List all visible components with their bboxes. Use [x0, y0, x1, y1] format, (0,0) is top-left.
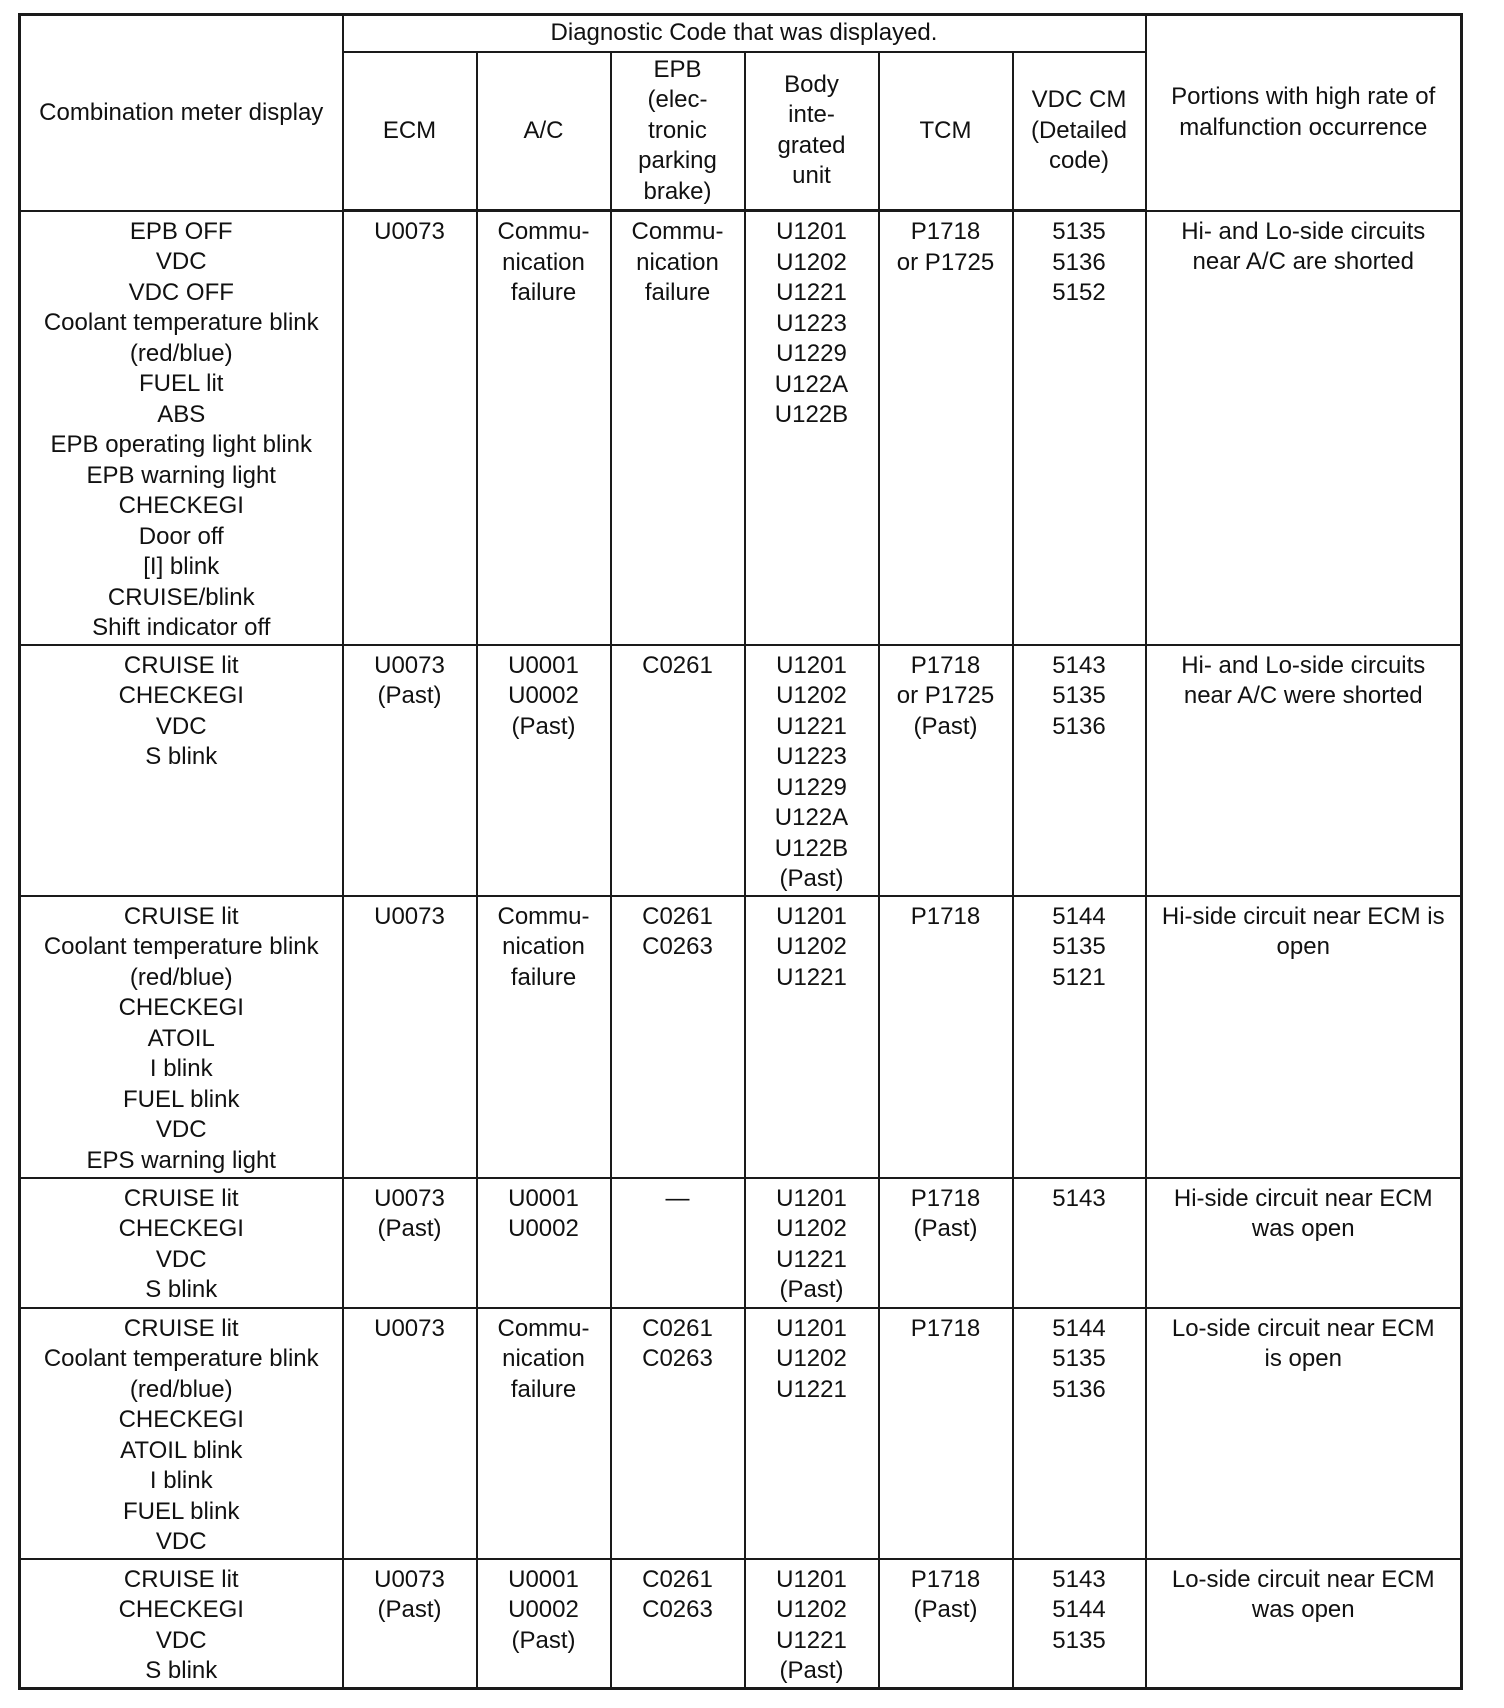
cell-body: U1201 U1202 U1221: [745, 896, 879, 1178]
cell-ecm: U0073 (Past): [343, 645, 477, 896]
cell-ecm: U0073: [343, 211, 477, 645]
cell-tcm: P1718 or P1725 (Past): [879, 645, 1013, 896]
cell-tcm: P1718: [879, 1308, 1013, 1559]
cell-body: U1201 U1202 U1221 (Past): [745, 1178, 879, 1308]
cell-body: U1201 U1202 U1221 U1223 U1229 U122A U122B (Past): [745, 645, 879, 896]
cell-tcm: P1718: [879, 896, 1013, 1178]
table-row: [20, 1178, 1462, 1308]
cell-ac: Commu- nication failure: [477, 1308, 611, 1559]
cell-tcm: P1718 or P1725: [879, 211, 1013, 645]
cell-display: CRUISE lit CHECKEGI VDC S blink: [20, 1559, 343, 1689]
cell-display: EPB OFF VDC VDC OFF Coolant temperature blink (red/blue) FUEL lit ABS EPB operating light blink EPB warning light CHECKEGI Door off [I] blink CRUISE/blink Shift indicator off: [20, 211, 343, 645]
header-ac: A/C: [477, 52, 611, 211]
cell-vdc: 5143 5135 5136: [1013, 645, 1146, 896]
cell-body: U1201 U1202 U1221: [745, 1308, 879, 1559]
cell-ecm: U0073: [343, 1308, 477, 1559]
table-row: [20, 1308, 1462, 1559]
cell-epb: C0261: [611, 645, 745, 896]
header-body: Body inte- grated unit: [745, 52, 879, 211]
table-row: [20, 211, 1462, 645]
cell-epb: C0261 C0263: [611, 1308, 745, 1559]
cell-portion: Hi- and Lo-side circuits near A/C are shorted: [1146, 211, 1462, 645]
cell-ac: Commu- nication failure: [477, 896, 611, 1178]
cell-vdc: 5135 5136 5152: [1013, 211, 1146, 645]
header-group-title: Diagnostic Code that was displayed.: [343, 15, 1146, 52]
header-ecm: ECM: [343, 52, 477, 211]
cell-display: CRUISE lit CHECKEGI VDC S blink: [20, 645, 343, 896]
cell-ac: U0001 U0002: [477, 1178, 611, 1308]
cell-portion: Lo-side circuit near ECM is open: [1146, 1308, 1462, 1559]
cell-tcm: P1718 (Past): [879, 1559, 1013, 1689]
table-row: [20, 645, 1462, 896]
cell-epb: C0261 C0263: [611, 1559, 745, 1689]
header-tcm: TCM: [879, 52, 1013, 211]
table-row: [20, 1559, 1462, 1689]
diagnostic-code-table: [18, 13, 1463, 1690]
cell-vdc: 5143 5144 5135: [1013, 1559, 1146, 1689]
cell-ecm: U0073 (Past): [343, 1178, 477, 1308]
table-body: [20, 211, 1462, 1689]
cell-display: CRUISE lit Coolant temperature blink (red/blue) CHECKEGI ATOIL blink I blink FUEL blink VDC: [20, 1308, 343, 1559]
cell-ac: Commu- nication failure: [477, 211, 611, 645]
cell-tcm: P1718 (Past): [879, 1178, 1013, 1308]
cell-ac: U0001 U0002 (Past): [477, 645, 611, 896]
cell-epb: —: [611, 1178, 745, 1308]
cell-body: U1201 U1202 U1221 (Past): [745, 1559, 879, 1689]
cell-vdc: 5143: [1013, 1178, 1146, 1308]
header-portion: Portions with high rate of malfunction occurrence: [1146, 15, 1462, 211]
cell-body: U1201 U1202 U1221 U1223 U1229 U122A U122B: [745, 211, 879, 645]
cell-portion: Lo-side circuit near ECM was open: [1146, 1559, 1462, 1689]
cell-vdc: 5144 5135 5121: [1013, 896, 1146, 1178]
cell-display: CRUISE lit CHECKEGI VDC S blink: [20, 1178, 343, 1308]
cell-portion: Hi-side circuit near ECM is open: [1146, 896, 1462, 1178]
cell-ecm: U0073: [343, 896, 477, 1178]
cell-display: CRUISE lit Coolant temperature blink (red/blue) CHECKEGI ATOIL I blink FUEL blink VDC EPS warning light: [20, 896, 343, 1178]
cell-ac: U0001 U0002 (Past): [477, 1559, 611, 1689]
table-row: [20, 896, 1462, 1178]
cell-portion: Hi- and Lo-side circuits near A/C were shorted: [1146, 645, 1462, 896]
header-epb: EPB (elec- tronic parking brake): [611, 52, 745, 211]
cell-vdc: 5144 5135 5136: [1013, 1308, 1146, 1559]
table-header: [20, 15, 1462, 211]
cell-ecm: U0073 (Past): [343, 1559, 477, 1689]
cell-epb: Commu- nication failure: [611, 211, 745, 645]
header-vdc: VDC CM (Detailed code): [1013, 52, 1146, 211]
cell-epb: C0261 C0263: [611, 896, 745, 1178]
header-display: Combination meter display: [20, 15, 343, 211]
cell-portion: Hi-side circuit near ECM was open: [1146, 1178, 1462, 1308]
